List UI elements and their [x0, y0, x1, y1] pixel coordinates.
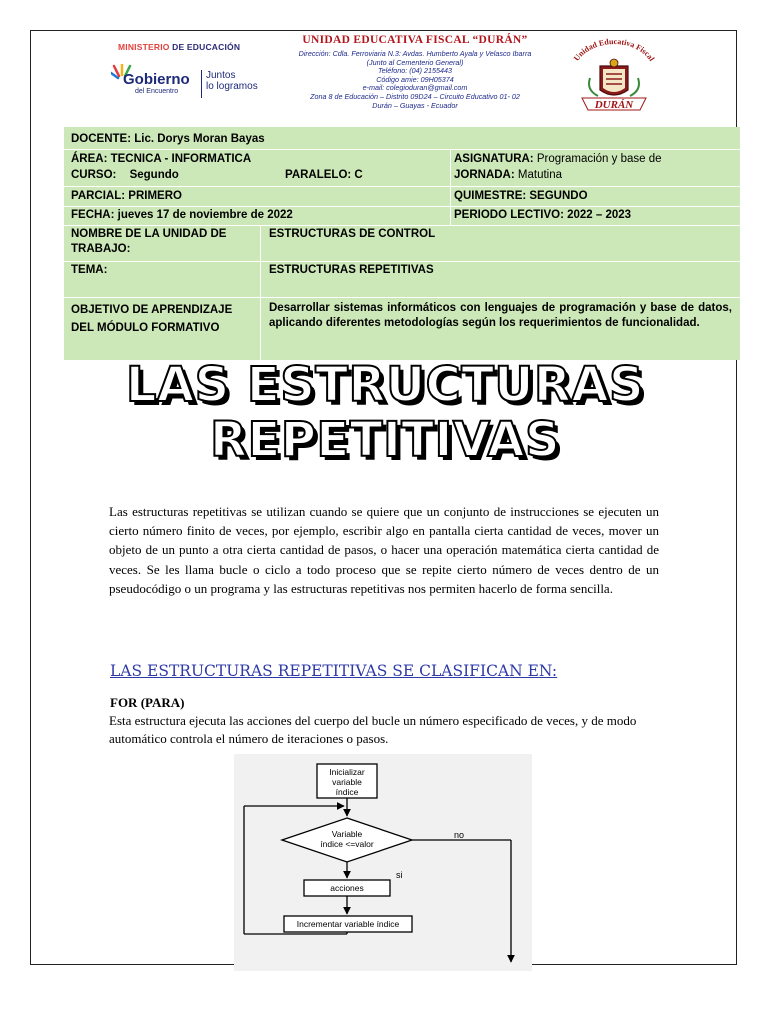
init-line-3: índice: [335, 787, 359, 797]
docente: DOCENTE: Lic. Dorys Moran Bayas: [71, 133, 265, 145]
gobierno-separator: [201, 70, 202, 98]
section-heading: LAS ESTRUCTURAS REPETITIVAS SE CLASIFICAN EN:: [110, 662, 558, 680]
for-title: FOR (PARA): [110, 695, 185, 710]
gobierno-name: Gobierno: [123, 71, 190, 88]
tema-label: TEMA:: [71, 264, 108, 276]
ministerio-word: MINISTERIO: [118, 42, 170, 52]
slogan-line-1: Juntos: [206, 70, 236, 81]
row-divider: [64, 149, 740, 150]
school-line: Zona 8 de Educación – Distrito 09D24 – Circuito Educativo 01- 02: [310, 91, 520, 101]
init-line-2: variable: [332, 777, 362, 787]
fecha: FECHA: jueves 17 de noviembre de 2022: [71, 209, 293, 221]
gobierno-sub: del Encuentro: [135, 88, 179, 95]
school-crest-icon: [560, 38, 668, 116]
school-line: Dirección: Cdla. Ferroviaria N.3: Avdas. Humberto Ayala y Velasco Ibarra: [298, 49, 532, 58]
ministerio-logo: [118, 42, 240, 52]
ministerio-educacion: DE EDUCACIÓN: [172, 42, 241, 52]
decision-line-1: Variable: [331, 829, 363, 839]
for-description: Esta estructura ejecuta las acciones del cuerpo del bucle un número especificado de veces, y de modo automático controla el número de iteraciones o pasos.: [109, 713, 637, 746]
parcial: PARCIAL: PRIMERO: [71, 190, 182, 202]
decision-line-2: índice <=valor: [320, 839, 374, 849]
unidad-value: ESTRUCTURAS DE CONTROL: [269, 228, 436, 240]
jornada: [454, 168, 562, 183]
curso: [71, 168, 179, 183]
unidad-label: [71, 227, 226, 257]
row-divider: [64, 206, 740, 207]
gobierno-slogan: [206, 70, 258, 92]
asignatura-value: Programación y base de: [533, 153, 662, 165]
init-line-1: Inicializar: [329, 767, 365, 777]
school-line: (Junto al Cementerio General): [366, 57, 464, 67]
tema-value: ESTRUCTURAS REPETITIVAS: [269, 264, 434, 276]
flowchart-svg: [234, 754, 532, 971]
row-divider: [64, 261, 740, 262]
objetivo-label-line-2: DEL MÓDULO FORMATIVO: [71, 322, 220, 334]
col-divider: [450, 149, 451, 225]
jornada-label: JORNADA:: [454, 169, 515, 181]
school-address: [262, 50, 568, 110]
curso-value: Segundo: [129, 169, 179, 181]
quimestre: QUIMESTRE: SEGUNDO: [454, 190, 588, 202]
periodo-lectivo: PERIODO LECTIVO: 2022 – 2023: [454, 209, 632, 221]
page-title: [90, 358, 680, 468]
row-divider: [64, 186, 740, 187]
si-label: si: [396, 870, 403, 880]
asignatura-label: ASIGNATURA:: [454, 153, 534, 165]
paralelo: PARALELO: C: [285, 169, 363, 181]
asignatura: [454, 152, 662, 167]
unidad-label-line-1: NOMBRE DE LA UNIDAD DE: [71, 228, 227, 240]
crest-banner-text: DURÁN: [594, 99, 634, 111]
intro-paragraph: Las estructuras repetitivas se utilizan cuando se quiere que un conjunto de instrucciones se ejecuten un cierto número finito de veces, por ejemplo, escribir algo en pantalla cierta cantidad de veces, mover un objeto de un punto a otra cierta cantidad de pasos, o hacer una operación matemática cierta cantidad de veces. Se les llama bucle o ciclo a todo proceso que se repite cierto número de veces dentro de un pseudocódigo o un programa y las estructuras repetitivas nos permiten hacerlo de forma sencilla.: [109, 504, 659, 596]
for-flowchart: [234, 754, 532, 971]
title-line-1: LAS ESTRUCTURAS: [125, 357, 645, 413]
col-divider: [260, 225, 261, 360]
area: ÁREA: TECNICA - INFORMATICA: [71, 153, 252, 165]
school-line: Código amie: 09H05374: [376, 74, 454, 84]
objetivo-value: Desarrollar sistemas informáticos con lenguajes de programación y base de datos, aplicando diferentes metodologías según los requerimientos de funcionalidad.: [269, 302, 732, 329]
course-info-table: [64, 127, 740, 360]
objetivo-label-line-1: OBJETIVO DE APRENDIZAJE: [71, 304, 233, 316]
school-line: Durán – Guayas - Ecuador: [372, 100, 458, 110]
no-label: no: [454, 830, 465, 840]
row-divider: [64, 297, 740, 298]
slogan-line-2: lo logramos: [206, 81, 258, 92]
crest-arc-text: Unidad Educativa Fiscal: [571, 38, 657, 63]
jornada-value: Matutina: [514, 169, 563, 181]
curso-label: CURSO:: [71, 169, 117, 181]
row-divider: [64, 225, 740, 226]
title-line-2: REPETITIVAS: [209, 412, 561, 468]
school-name: UNIDAD EDUCATIVA FISCAL “DURÁN”: [302, 34, 528, 46]
school-line: Teléfono: (04) 2155443: [377, 66, 453, 76]
school-line: e-mail: colegioduran@gmail.com: [362, 83, 468, 93]
unidad-label-line-2: TRABAJO:: [71, 243, 131, 255]
incrementar-label: Incrementar variable índice: [296, 919, 400, 929]
objetivo-label: [71, 301, 232, 337]
acciones-label: acciones: [330, 883, 364, 893]
gobierno-logo: [105, 58, 275, 102]
